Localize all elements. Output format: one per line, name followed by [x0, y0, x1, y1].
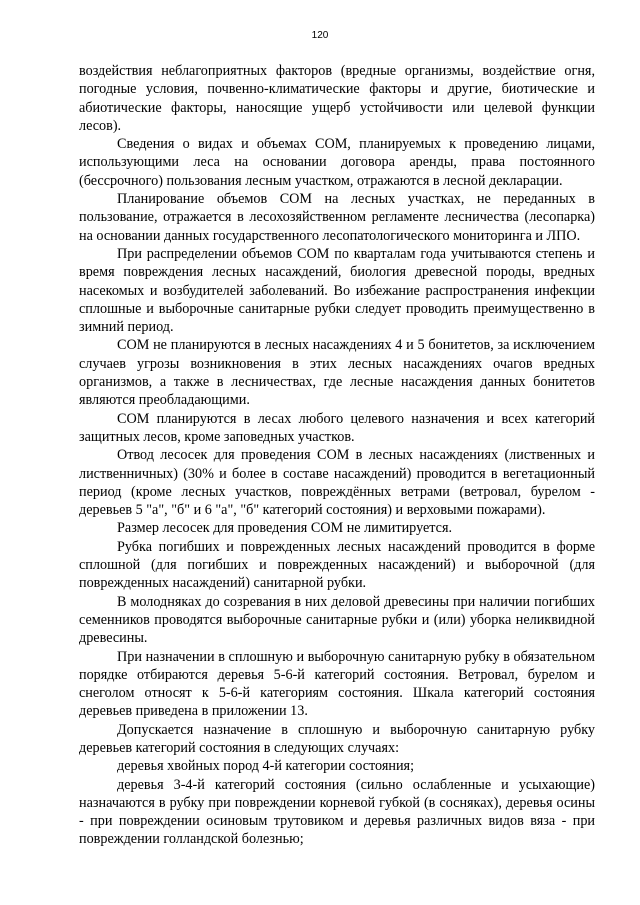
paragraph-som-planning: Планирование объемов СОМ на лесных участках, не переданных в пользование, отражается в лесохозяйственном регламенте лесничества (лесопарка) на основании данных государственного лесопатологического мониторинга и ЛПО. — [79, 191, 595, 244]
paragraph-quarterly-distribution: При распределении объемов СОМ по кварталам года учитываются степень и время повреждения лесных насаждений, биология древесной породы, вредных насекомых и возбудителей заболеваний. Во избежание распространения инфекции сплошные и выборочные санитарные рубки следует проводить преимущественно в зимний период. — [79, 245, 595, 336]
paragraph-young-stands: В молодняках до созревания в них деловой древесины при наличии погибших семенников проводятся выборочные санитарные рубки и (или) уборка неликвидной древесины. — [79, 593, 595, 647]
paragraph-case-diseases: деревья 3-4-й категорий состояния (сильно ослабленные и усыхающие) назначаются в рубку при повреждении корневой губкой (в сосняках), деревья осины - при повреждении осиновым трутовиком и деревья различных видов вяза - при повреждении голландской болезнью; — [79, 776, 595, 848]
paragraph-forest-categories: СОМ планируются в лесах любого целевого назначения и всех категорий защитных лесов, кроме заповедных участков. — [79, 410, 595, 445]
paragraph-cutting-area-allotment: Отвод лесосек для проведения СОМ в лесных насаждениях (лиственных и лиственничных) (30% и более в составе насаждений) проводится в вегетационный период (кроме лесных участков, повреждённых ветрами (ветровал, бурелом - деревьев 5 "а", "б" и 6 "а", "б" категорий состояния) и верховыми пожарами). — [79, 447, 595, 519]
page-number: 120 — [311, 30, 329, 41]
paragraph-bonitet-exclusion: СОМ не планируются в лесных насаждениях 4 и 5 бонитетов, за исключением случаев угрозы возникновения в этих лесных насаждениях очагов вредных организмов, а также в лесничествах, где лесные насаждения данных бонитетов являются преобладающими. — [79, 337, 595, 409]
body-text — [79, 62, 595, 849]
paragraph-case-conifers: деревья хвойных пород 4-й категории состояния; — [117, 758, 415, 775]
paragraph-cutting-forms: Рубка погибших и поврежденных лесных насаждений проводится в форме сплошной (для погибших и поврежденных насаждений) и выборочной (для поврежденных насаждений) санитарной рубки. — [79, 538, 595, 592]
paragraph-tree-selection: При назначении в сплошную и выборочную санитарную рубку в обязательном порядке отбираются деревья 5-6-й категорий состояния. Ветровал, бурелом и снеголом относят к 5-6-й категориям состояния. Шкала категорий состояния деревьев приведена в приложении 13. — [79, 648, 595, 720]
paragraph-som-declaration: Сведения о видах и объемах СОМ, планируемых к проведению лицами, использующими леса на основании договора аренды, права постоянного (бессрочного) пользования лесным участком, отражаются в лесной декларации. — [79, 136, 595, 189]
paragraph-continuation: воздействия неблагоприятных факторов (вредные организмы, воздействие огня, погодные условия, почвенно-климатические факторы и другие, биотические и абиотические факторы, наносящие ущерб устойчивости или целевой функции лесов). — [79, 63, 595, 134]
paragraph-allowed-cases: Допускается назначение в сплошную и выборочную санитарную рубку деревьев категорий состояния в следующих случаях: — [79, 721, 595, 756]
paragraph-cutting-area-size: Размер лесосек для проведения СОМ не лимитируется. — [117, 520, 453, 537]
